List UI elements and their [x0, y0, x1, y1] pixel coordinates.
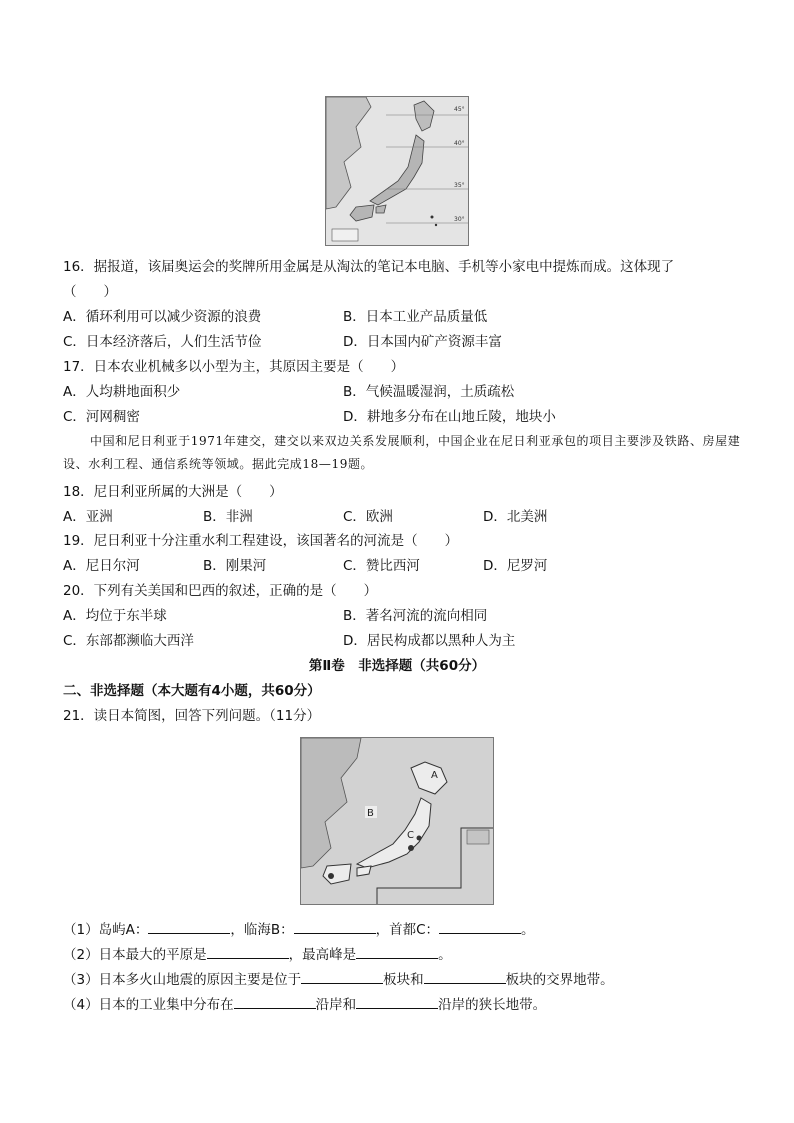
q17-option-c: C．河网稠密 [63, 409, 140, 425]
q16-option-a: A．循环利用可以减少资源的浪费 [63, 309, 262, 325]
q20-stem: 20．下列有关美国和巴西的叙述，正确的是（ ） [63, 583, 378, 599]
section-title: 第Ⅱ卷 非选择题（共60分） [308, 658, 486, 674]
answer-blank-island-a[interactable] [148, 920, 230, 934]
answer-blank-capital-c[interactable] [439, 920, 521, 934]
q21-sub3-text-3: 板块的交界地带。 [505, 972, 614, 988]
q21-sub2-text-2: ，最高峰是 [288, 947, 357, 963]
q21-sub4 [63, 995, 546, 1014]
q17-stem: 17．日本农业机械多以小型为主，其原因主要是（ ） [63, 359, 405, 375]
answer-blank-peak[interactable] [356, 945, 438, 959]
q19-option-b: B．刚果河 [203, 558, 267, 574]
q17-option-d: D．耕地多分布在山地丘陵，地块小 [343, 409, 556, 425]
q21-sub1-text-4: 。 [521, 922, 535, 938]
japan-map-2 [300, 737, 494, 905]
q21-sub3-text-2: 板块和 [383, 972, 424, 988]
q19-option-d: D．尼罗河 [483, 558, 548, 574]
q21-sub3-text-1: （3）日本多火山地震的原因主要是位于 [63, 972, 302, 988]
q16-option-b: B．日本工业产品质量低 [343, 309, 488, 325]
map-label-c: C [407, 830, 414, 841]
japan-map-1 [325, 96, 469, 246]
answer-blank-plain[interactable] [207, 945, 289, 959]
answer-blank-coast-2[interactable] [356, 995, 438, 1009]
q21-sub1-text-3: ，首都C： [375, 922, 440, 938]
q18-option-b: B．非洲 [203, 509, 253, 525]
q18-option-a: A．亚洲 [63, 509, 113, 525]
passage-text: 中国和尼日利亚于1971年建交，建交以来双边关系发展顺利，中国企业在尼日利亚承包的项目主要涉及铁路、房屋建设、水利工程、通信系统等领域。据此完成18—19题。 [63, 434, 741, 471]
q21-sub4-text-3: 沿岸的狭长地带。 [438, 997, 547, 1013]
q20-option-d: D．居民构成都以黑种人为主 [343, 633, 516, 649]
q17-option-b: B．气候温暖湿润，土质疏松 [343, 384, 515, 400]
q18-option-d: D．北美洲 [483, 509, 548, 525]
map-label-a: A [431, 770, 438, 781]
q16-option-c: C．日本经济落后，人们生活节俭 [63, 334, 262, 350]
map-label-b: B [367, 808, 374, 819]
q16-paren: （ ） [63, 284, 117, 300]
q21-sub2-text-1: （2）日本最大的平原是 [63, 947, 207, 963]
q18-stem: 18．尼日利亚所属的大洲是（ ） [63, 484, 283, 500]
answer-blank-coast-1[interactable] [234, 995, 316, 1009]
q21-sub1-text-2: ，临海B： [230, 922, 294, 938]
answer-blank-plate-1[interactable] [301, 970, 383, 984]
part-title: 二、非选择题（本大题有4小题，共60分） [63, 683, 321, 699]
q20-option-a: A．均位于东半球 [63, 608, 167, 624]
q21-stem: 21．读日本简图，回答下列问题。（11分） [63, 708, 321, 724]
q21-sub3 [63, 970, 614, 989]
q16-option-d: D．日本国内矿产资源丰富 [343, 334, 502, 350]
lat-label-30: 30° [454, 216, 465, 223]
japan-map-2-drawing [301, 738, 493, 904]
lat-label-40: 40° [454, 140, 465, 147]
q19-option-c: C．赞比西河 [343, 558, 420, 574]
q21-sub1-text-1: （1）岛屿A： [63, 922, 149, 938]
q19-stem: 19．尼日利亚十分注重水利工程建设，该国著名的河流是（ ） [63, 533, 459, 549]
q18-option-c: C．欧洲 [343, 509, 393, 525]
answer-blank-sea-b[interactable] [294, 920, 376, 934]
japan-map-1-drawing [326, 97, 468, 245]
q16-stem: 16．据报道，该届奥运会的奖牌所用金属是从淘汰的笔记本电脑、手机等小家电中提炼而成。这体现了 [63, 259, 675, 275]
q21-sub4-text-1: （4）日本的工业集中分布在 [63, 997, 234, 1013]
q21-sub2 [63, 945, 452, 964]
q20-option-c: C．东部都濒临大西洋 [63, 633, 194, 649]
lat-label-35: 35° [454, 182, 465, 189]
q20-option-b: B．著名河流的流向相同 [343, 608, 488, 624]
q21-sub4-text-2: 沿岸和 [315, 997, 357, 1013]
q19-option-a: A．尼日尔河 [63, 558, 140, 574]
q17-option-a: A．人均耕地面积少 [63, 384, 181, 400]
lat-label-45: 45° [454, 106, 465, 113]
q21-sub1 [63, 920, 535, 939]
q21-sub2-text-3: 。 [438, 947, 452, 963]
answer-blank-plate-2[interactable] [424, 970, 506, 984]
